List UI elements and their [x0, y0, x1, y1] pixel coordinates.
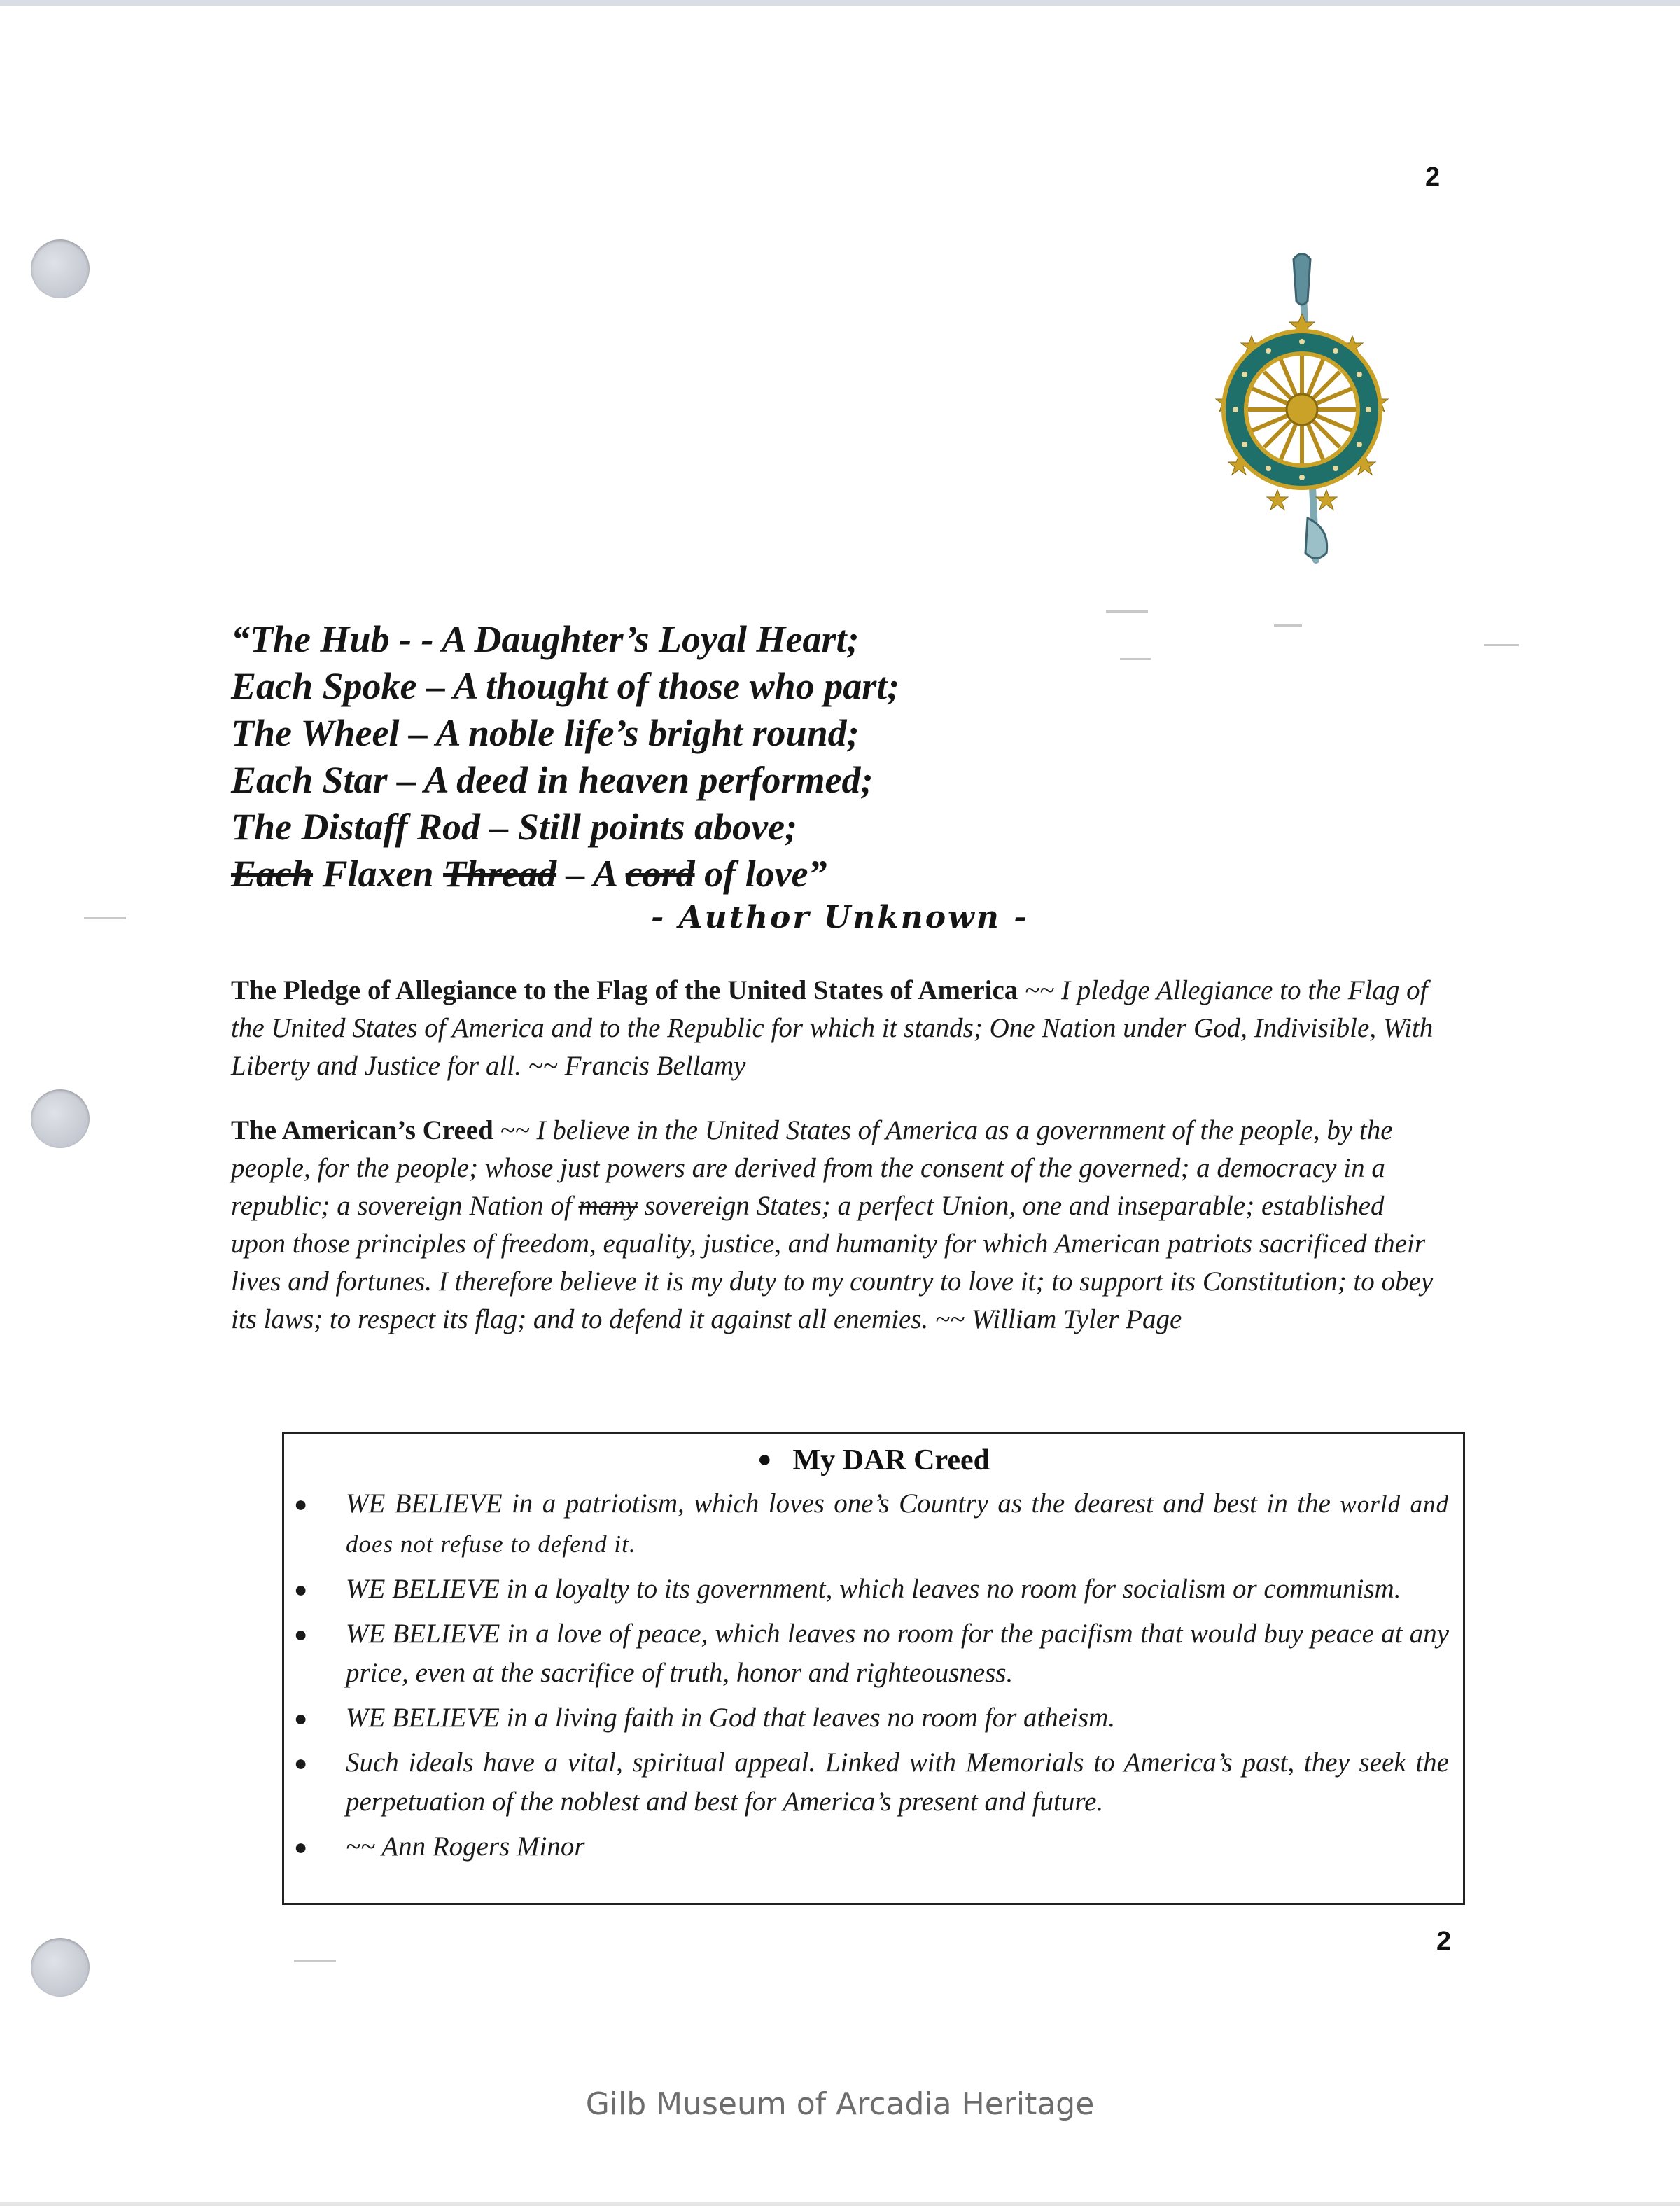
american-creed-paragraph: The American’s Creed ~~ I believe in the United States of America as a government of the people, by the people, for the people; whose just powers are derived from the consent of the governed; a democracy in a republic; a sovereign Nation of many sovereign States; a perfect Union, one and inseparable; established upon those principles of freedom, equality, justice, and humanity for which American patriots sacrificed their lives and fortunes. I therefore believe it is my duty to my country to love it; to support its Constitution; to obey its laws; to respect its flag; and to defend it against all enemies. ~~ William Tyler Page	[231, 1115, 1434, 1334]
dar-creed-title: ● My DAR Creed	[757, 1444, 990, 1477]
dar-creed-list	[284, 1484, 1463, 1866]
poem-author: - Author Unknown -	[651, 900, 1029, 935]
bullet-icon: ●	[294, 1621, 308, 1647]
scan-artifact	[1274, 624, 1302, 627]
list-item: ● WE BELIEVE in a patriotism, which loves one’s Country as the dearest and best in the world and does not refuse to defend it.	[284, 1484, 1463, 1564]
dar-wheel-emblem-icon	[1211, 252, 1393, 574]
punch-hole-middle	[31, 1089, 90, 1148]
pledge-paragraph	[231, 972, 1442, 1085]
pledge-text: ~~ I pledge Allegiance to the Flag of the United States of America and to the Republic for which it stands; One Nation under God, Indivisible, With Liberty and Justice for all. ~~ Francis Bellamy	[231, 975, 1434, 1081]
poem-line-3: The Wheel – A noble life’s bright round;	[231, 712, 860, 754]
dar-creed-box	[282, 1432, 1465, 1905]
scan-artifact	[84, 917, 126, 919]
struck-word: many	[578, 1191, 638, 1221]
struck-word: Thread	[443, 853, 557, 895]
list-item: ● ~~ Ann Rogers Minor	[284, 1827, 1463, 1866]
list-item: ● WE BELIEVE in a living faith in God that leaves no room for atheism.	[284, 1698, 1463, 1738]
poem-line-2: Each Spoke – A thought of those who part;	[231, 665, 900, 707]
american-creed-title: The American’s Creed	[231, 1115, 493, 1145]
footer-watermark: Gilb Museum of Arcadia Heritage	[585, 2086, 1095, 2122]
punch-hole-top	[31, 239, 90, 298]
bullet-icon: ●	[294, 1491, 308, 1516]
bullet-icon: ●	[294, 1577, 308, 1602]
bullet-icon: ●	[757, 1446, 772, 1472]
poem-line-6: Each Flaxen Thread – A cord of love”	[231, 853, 827, 895]
struck-word: cord	[625, 853, 695, 895]
page-number-top: 2	[1425, 162, 1441, 192]
punch-hole-bottom	[31, 1938, 90, 1997]
scan-bottom-edge	[0, 2202, 1680, 2206]
poem	[231, 616, 1141, 898]
scan-artifact	[294, 1960, 336, 1962]
scan-top-edge	[0, 0, 1680, 6]
poem-line-5: The Distaff Rod – Still points above;	[231, 806, 798, 848]
poem-line-4: Each Star – A deed in heaven performed;	[231, 759, 874, 801]
page-number-bottom: 2	[1436, 1927, 1452, 1956]
scan-artifact	[1484, 644, 1519, 646]
poem-line-1: “The Hub - - A Daughter’s Loyal Heart;	[231, 618, 860, 660]
bullet-icon: ●	[294, 1750, 308, 1775]
list-item: ● WE BELIEVE in a loyalty to its government, which leaves no room for socialism or communism.	[284, 1570, 1463, 1609]
bullet-icon: ●	[294, 1834, 308, 1859]
bullet-icon: ●	[294, 1705, 308, 1731]
list-item: ● Such ideals have a vital, spiritual appeal. Linked with Memorials to America’s past, they seek the perpetuation of the noblest and best for America’s present and future.	[284, 1743, 1463, 1822]
pledge-title: The Pledge of Allegiance to the Flag of the United States of America	[231, 975, 1018, 1005]
scan-artifact	[1120, 658, 1152, 660]
list-item: ● WE BELIEVE in a love of peace, which leaves no room for the pacifism that would buy peace at any price, even at the sacrifice of truth, honor and righteousness.	[284, 1614, 1463, 1693]
scan-artifact	[1106, 610, 1148, 613]
struck-word: Each	[231, 853, 314, 895]
